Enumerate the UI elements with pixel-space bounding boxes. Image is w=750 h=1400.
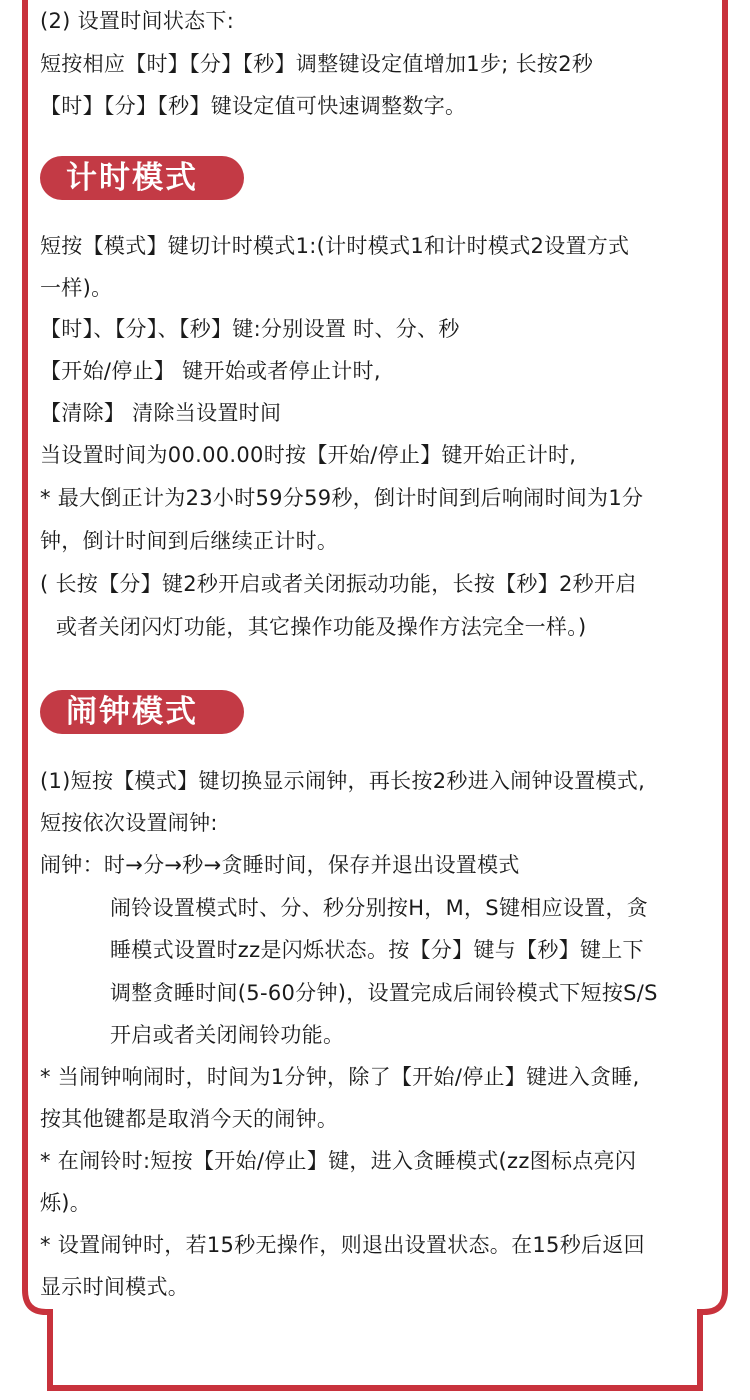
alarm-line-9: 按其他键都是取消今天的闹钟。 (40, 1107, 339, 1131)
timer-line-5: 【清除】 清除当设置时间 (40, 401, 282, 425)
intro-line-2: 短按相应【时】【分】【秒】调整键设定值增加1步; 长按2秒 (40, 52, 594, 76)
alarm-line-10: * 在闹铃时:短按【开始/停止】键，进入贪睡模式(zz图标点亮闪 (40, 1149, 637, 1173)
intro-line-3: 【时】【分】【秒】键设定值可快速调整数字。 (40, 94, 467, 118)
alarm-line-7: 开启或者关闭闹铃功能。 (110, 1023, 345, 1047)
alarm-line-2: 短按依次设置闹钟: (40, 811, 218, 835)
timer-line-9: ( 长按【分】键2秒开启或者关闭振动功能，长按【秒】2秒开启 (40, 572, 637, 596)
section-title-alarm: 闹钟模式 (40, 690, 244, 734)
alarm-line-11: 烁)。 (40, 1191, 92, 1215)
alarm-line-13: 显示时间模式。 (40, 1275, 190, 1299)
timer-line-6: 当设置时间为00.00.00时按【开始/停止】键开始正计时, (40, 443, 577, 467)
section-title-timer: 计时模式 (40, 156, 244, 200)
alarm-line-3: 闹钟：时→分→秒→贪睡时间，保存并退出设置模式 (40, 853, 520, 877)
timer-line-7: * 最大倒正计为23小时59分59秒，倒计时间到后响闹时间为1分 (40, 486, 644, 510)
timer-line-8: 钟，倒计时间到后继续正计时。 (40, 529, 339, 553)
alarm-line-1: (1)短按【模式】键切换显示闹钟，再长按2秒进入闹钟设置模式, (40, 769, 646, 793)
alarm-line-4: 闹铃设置模式时、分、秒分别按H，M，S键相应设置，贪 (110, 896, 649, 920)
timer-line-4: 【开始/停止】 键开始或者停止计时, (40, 359, 381, 383)
alarm-line-6: 调整贪睡时间(5-60分钟)，设置完成后闹铃模式下短按S/S (110, 981, 658, 1005)
timer-line-10: 或者关闭闪灯功能，其它操作功能及操作方法完全一样。) (56, 615, 587, 639)
intro-line-1: (2) 设置时间状态下: (40, 9, 235, 33)
alarm-line-8: * 当闹钟响闹时，时间为1分钟，除了【开始/停止】键进入贪睡, (40, 1065, 640, 1089)
timer-line-1: 短按【模式】键切计时模式1:(计时模式1和计时模式2设置方式 (40, 234, 630, 258)
alarm-line-12: * 设置闹钟时，若15秒无操作，则退出设置状态。在15秒后返回 (40, 1233, 645, 1257)
alarm-line-5: 睡模式设置时zz是闪烁状态。按【分】键与【秒】键上下 (110, 938, 644, 962)
timer-line-3: 【时】、【分】、【秒】键:分别设置 时、分、秒 (40, 317, 460, 341)
timer-line-2: 一样)。 (40, 276, 113, 300)
